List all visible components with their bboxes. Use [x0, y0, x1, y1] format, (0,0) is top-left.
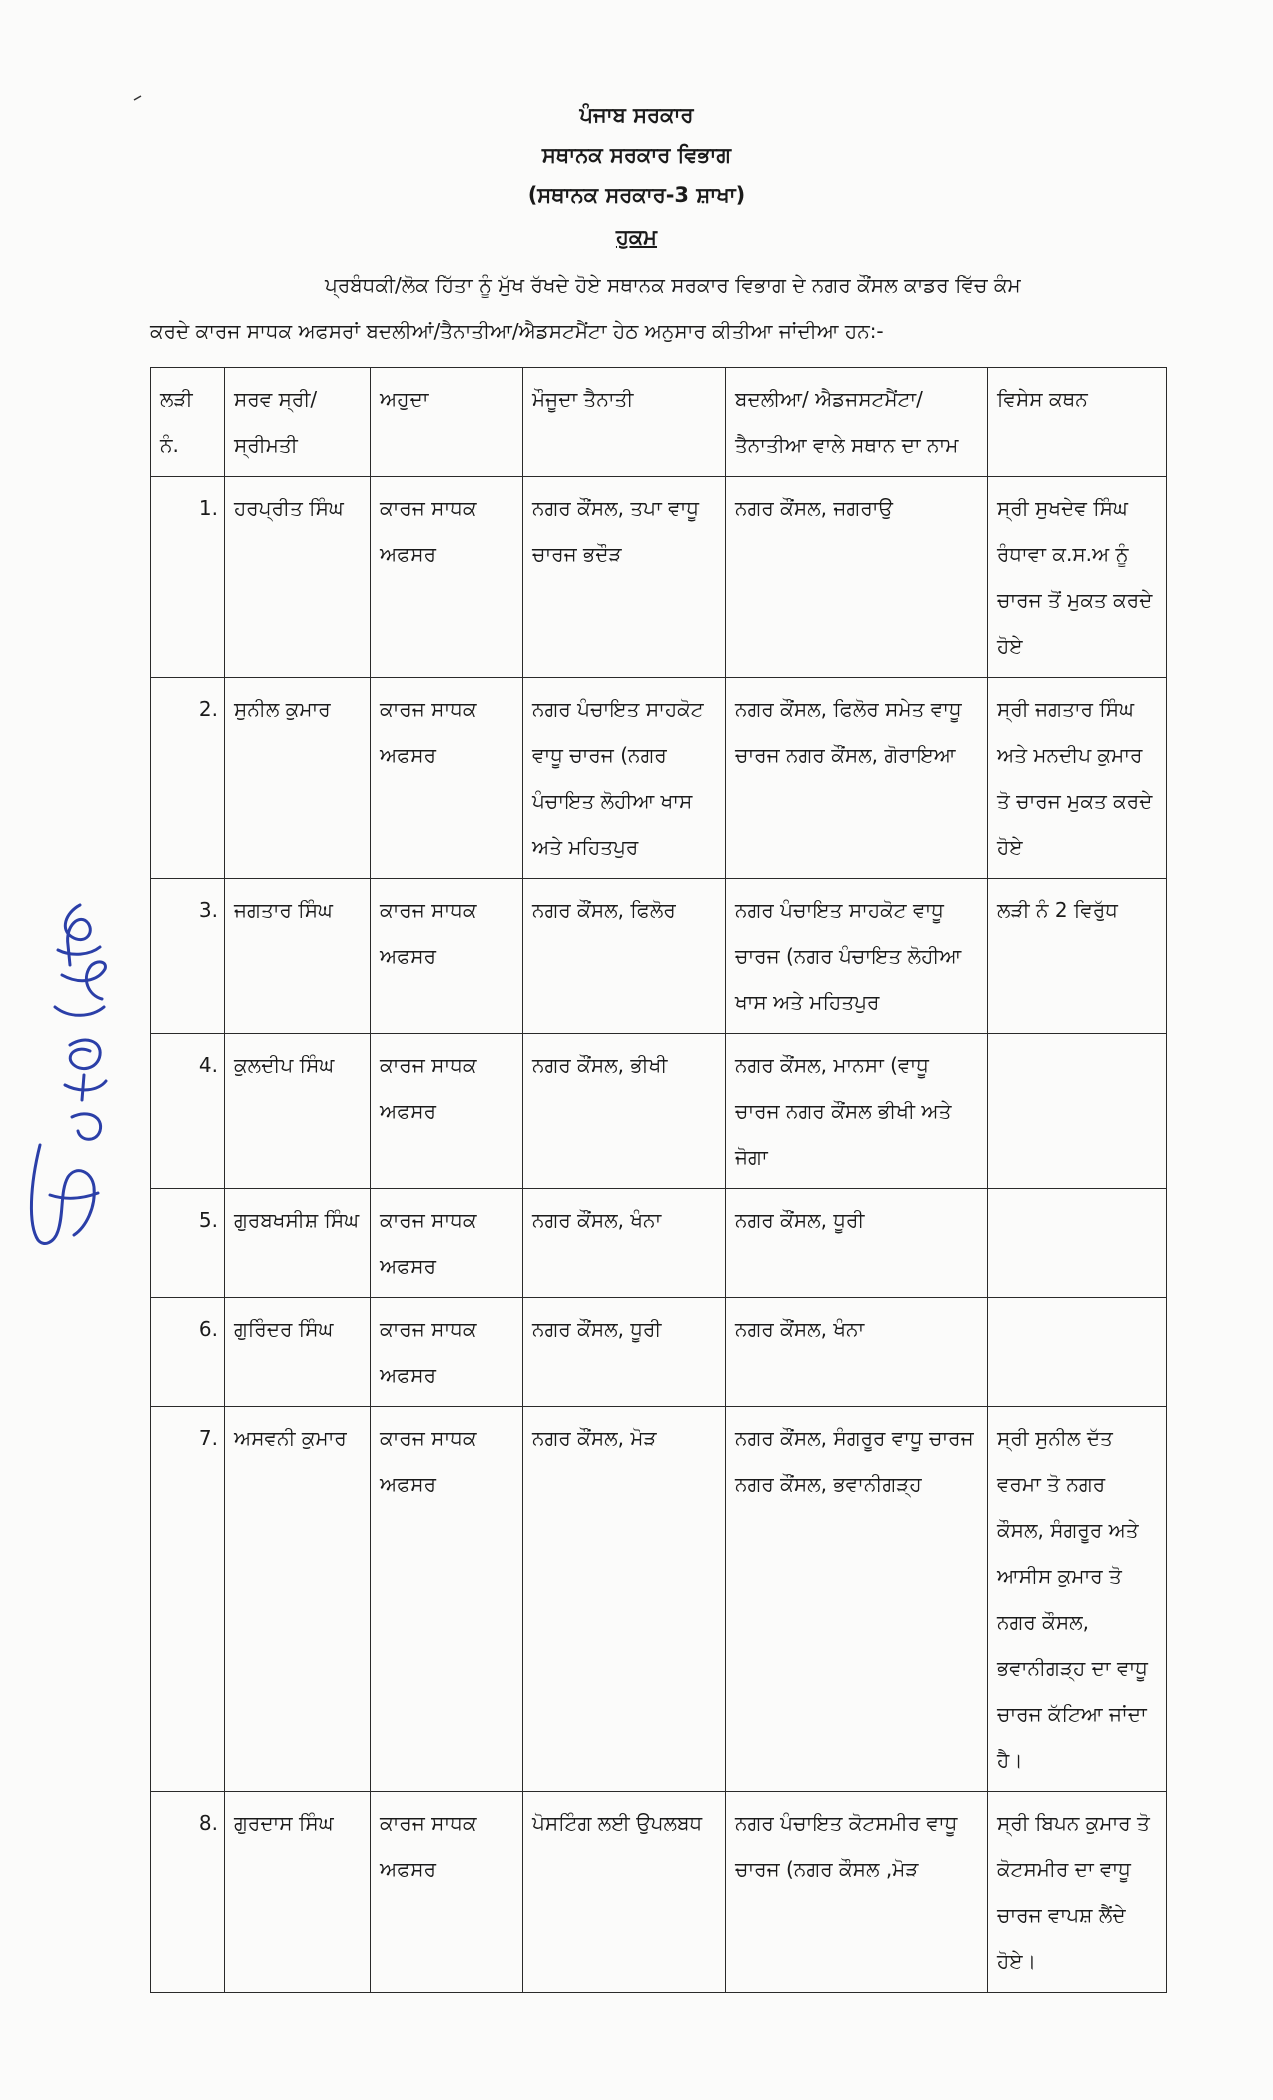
- header-transfer-place: ਬਦਲੀਆ/ ਐਡਜਸਟਮੈਂਟਾ/ ਤੈਨਾਤੀਆ ਵਾਲੇ ਸਥਾਨ ਦਾ ਨਾਮ: [726, 368, 988, 477]
- header-government: ਪੰਜਾਬ ਸਰਕਾਰ: [579, 103, 694, 127]
- cell-post: ਕਾਰਜ ਸਾਧਕ ਅਫਸਰ: [371, 477, 523, 678]
- cell-transfer: ਨਗਰ ਪੰਚਾਇਤ ਕੋਟਸਮੀਰ ਵਾਧੂ ਚਾਰਜ (ਨਗਰ ਕੌਸਲ ,ਮੋੜ: [726, 1792, 988, 1993]
- table-row: [151, 477, 1167, 678]
- cell-name: ਕੁਲਦੀਪ ਸਿੰਘ: [225, 1034, 371, 1189]
- cell-name: ਗੁਰਿੰਦਰ ਸਿੰਘ: [225, 1298, 371, 1407]
- cell-sr: 1.: [151, 477, 225, 678]
- cell-transfer: ਨਗਰ ਕੌਂਸਲ, ਮਾਨਸਾ (ਵਾਧੂ ਚਾਰਜ ਨਗਰ ਕੌਂਸਲ ਭੀਖੀ ਅਤੇ ਜੋਗਾ: [726, 1034, 988, 1189]
- intro-line-1: ਪ੍ਰਬੰਧਕੀ/ਲੋਕ ਹਿੱਤਾ ਨੂੰ ਮੁੱਖ ਰੱਖਦੇ ਹੋਏ ਸਥਾਨਕ ਸਰਕਾਰ ਵਿਭਾਗ ਦੇ ਨਗਰ ਕੌਂਸਲ ਕਾਡਰ ਵਿੱਚ ਕੰਮ: [325, 273, 1021, 297]
- cell-current: ਨਗਰ ਕੌਂਸਲ, ਫਿਲੋਰ: [523, 879, 726, 1034]
- cell-name: ਜਗਤਾਰ ਸਿੰਘ: [225, 879, 371, 1034]
- cell-transfer: ਨਗਰ ਪੰਚਾਇਤ ਸਾਹਕੋਟ ਵਾਧੂ ਚਾਰਜ (ਨਗਰ ਪੰਚਾਇਤ ਲੋਹੀਆ ਖਾਸ ਅਤੇ ਮਹਿਤਪੁਰ: [726, 879, 988, 1034]
- cell-remarks: [988, 1034, 1167, 1189]
- cell-sr: 4.: [151, 1034, 225, 1189]
- cell-sr: 6.: [151, 1298, 225, 1407]
- cell-post: ਕਾਰਜ ਸਾਧਕ ਅਫਸਰ: [371, 1407, 523, 1792]
- intro-paragraph: [150, 262, 1165, 354]
- header-remarks: ਵਿਸੇਸ ਕਥਨ: [988, 368, 1167, 477]
- cell-name: ਗੁਰਬਖਸੀਸ਼ ਸਿੰਘ: [225, 1189, 371, 1298]
- cell-sr: 8.: [151, 1792, 225, 1993]
- cell-remarks: ਸ੍ਰੀ ਸੁਖਦੇਵ ਸਿੰਘ ਰੰਧਾਵਾ ਕ.ਸ.ਅ ਨੂੰ ਚਾਰਜ ਤੋਂ ਮੁਕਤ ਕਰਦੇ ਹੋਏ: [988, 477, 1167, 678]
- handwritten-signature-icon: [10, 895, 120, 1255]
- cell-post: ਕਾਰਜ ਸਾਧਕ ਅਫਸਰ: [371, 1034, 523, 1189]
- transfer-orders-table: [150, 367, 1167, 1993]
- header-current-posting: ਮੌਜੂਦਾ ਤੈਨਾਤੀ: [523, 368, 726, 477]
- intro-line-2: ਕਰਦੇ ਕਾਰਜ ਸਾਧਕ ਅਫਸਰਾਂ ਬਦਲੀਆਂ/ਤੈਨਾਤੀਆ/ਐਡਸਟਮੈਂਟਾ ਹੇਠ ਅਨੁਸਾਰ ਕੀਤੀਆ ਜਾਂਦੀਆ ਹਨ:-: [150, 319, 884, 343]
- table-row: [151, 678, 1167, 879]
- header-post: ਅਹੁਦਾ: [371, 368, 523, 477]
- table-row: [151, 1034, 1167, 1189]
- cell-post: ਕਾਰਜ ਸਾਧਕ ਅਫਸਰ: [371, 1298, 523, 1407]
- table-row: [151, 879, 1167, 1034]
- cell-current: ਨਗਰ ਕੌਂਸਲ, ਖੰਨਾ: [523, 1189, 726, 1298]
- cell-sr: 2.: [151, 678, 225, 879]
- cell-remarks: ਸ੍ਰੀ ਬਿਪਨ ਕੁਮਾਰ ਤੋ ਕੋਟਸਮੀਰ ਦਾ ਵਾਧੂ ਚਾਰਜ ਵਾਪਸ਼ ਲੈਂਦੇ ਹੋਏ।: [988, 1792, 1167, 1993]
- cell-name: ਹਰਪ੍ਰੀਤ ਸਿੰਘ: [225, 477, 371, 678]
- cell-remarks: ਸ੍ਰੀ ਜਗਤਾਰ ਸਿੰਘ ਅਤੇ ਮਨਦੀਪ ਕੁਮਾਰ ਤੋ ਚਾਰਜ ਮੁਕਤ ਕਰਦੇ ਹੋਏ: [988, 678, 1167, 879]
- cell-current: ਨਗਰ ਕੌਂਸਲ, ਧੂਰੀ: [523, 1298, 726, 1407]
- cell-remarks: ਲੜੀ ਨੰ 2 ਵਿਰੁੱਧ: [988, 879, 1167, 1034]
- cell-sr: 3.: [151, 879, 225, 1034]
- cell-current: ਨਗਰ ਕੌਂਸਲ, ਮੋੜ: [523, 1407, 726, 1792]
- cell-transfer: ਨਗਰ ਕੌਂਸਲ, ਫਿਲੋਰ ਸਮੇਤ ਵਾਧੂ ਚਾਰਜ ਨਗਰ ਕੌਂਸਲ, ਗੋਰਾਇਆ: [726, 678, 988, 879]
- cell-remarks: ਸ੍ਰੀ ਸੁਨੀਲ ਦੱਤ ਵਰਮਾ ਤੋ ਨਗਰ ਕੌਸਲ, ਸੰਗਰੂਰ ਅਤੇ ਆਸੀਸ ਕੁਮਾਰ ਤੋ ਨਗਰ ਕੌਸਲ, ਭਵਾਨੀਗੜ੍ਹ ਦਾ ਵਾਧੂ ਚਾਰਜ ਕੱਟਿਆ ਜਾਂਦਾ ਹੈ।: [988, 1407, 1167, 1792]
- cell-current: ਨਗਰ ਕੌਂਸਲ, ਭੀਖੀ: [523, 1034, 726, 1189]
- header-sr-no: ਲੜੀ ਨੰ.: [151, 368, 225, 477]
- cell-remarks: [988, 1189, 1167, 1298]
- cell-name: ਗੁਰਦਾਸ ਸਿੰਘ: [225, 1792, 371, 1993]
- cell-name: ਅਸਵਨੀ ਕੁਮਾਰ: [225, 1407, 371, 1792]
- cell-post: ਕਾਰਜ ਸਾਧਕ ਅਫਸਰ: [371, 879, 523, 1034]
- table-row: [151, 1407, 1167, 1792]
- table-header-row: [151, 368, 1167, 477]
- cell-current: ਪੋਸਟਿੰਗ ਲਈ ਉਪਲਬਧ: [523, 1792, 726, 1993]
- cell-current: ਨਗਰ ਪੰਚਾਇਤ ਸਾਹਕੋਟ ਵਾਧੂ ਚਾਰਜ (ਨਗਰ ਪੰਚਾਇਤ ਲੋਹੀਆ ਖਾਸ ਅਤੇ ਮਹਿਤਪੁਰ: [523, 678, 726, 879]
- cell-post: ਕਾਰਜ ਸਾਧਕ ਅਫਸਰ: [371, 1189, 523, 1298]
- header-department: ਸਥਾਨਕ ਸਰਕਾਰ ਵਿਭਾਗ: [541, 143, 732, 167]
- cell-post: ਕਾਰਜ ਸਾਧਕ ਅਫਸਰ: [371, 678, 523, 879]
- cell-transfer: ਨਗਰ ਕੌਂਸਲ, ਧੂਰੀ: [726, 1189, 988, 1298]
- cell-sr: 7.: [151, 1407, 225, 1792]
- header-order-title: ਹੁਕਮ: [615, 225, 658, 249]
- cell-transfer: ਨਗਰ ਕੌਂਸਲ, ਜਗਰਾਉ: [726, 477, 988, 678]
- cell-name: ਸੁਨੀਲ ਕੁਮਾਰ: [225, 678, 371, 879]
- cell-current: ਨਗਰ ਕੌਂਸਲ, ਤਪਾ ਵਾਧੂ ਚਾਰਜ ਭਦੌੜ: [523, 477, 726, 678]
- cell-sr: 5.: [151, 1189, 225, 1298]
- cell-remarks: [988, 1298, 1167, 1407]
- cell-transfer: ਨਗਰ ਕੌਂਸਲ, ਖੰਨਾ: [726, 1298, 988, 1407]
- table-row: [151, 1298, 1167, 1407]
- header-branch: (ਸਥਾਨਕ ਸਰਕਾਰ-3 ਸ਼ਾਖਾ): [527, 183, 746, 207]
- cell-transfer: ਨਗਰ ਕੌਂਸਲ, ਸੰਗਰੂਰ ਵਾਧੂ ਚਾਰਜ ਨਗਰ ਕੌਂਸਲ, ਭਵਾਨੀਗੜ੍ਹ: [726, 1407, 988, 1792]
- table-row: [151, 1189, 1167, 1298]
- header-name: ਸਰਵ ਸ੍ਰੀ/ਸ੍ਰੀਮਤੀ: [225, 368, 371, 477]
- table-row: [151, 1792, 1167, 1993]
- stray-mark: [133, 86, 143, 92]
- cell-post: ਕਾਰਜ ਸਾਧਕ ਅਫਸਰ: [371, 1792, 523, 1993]
